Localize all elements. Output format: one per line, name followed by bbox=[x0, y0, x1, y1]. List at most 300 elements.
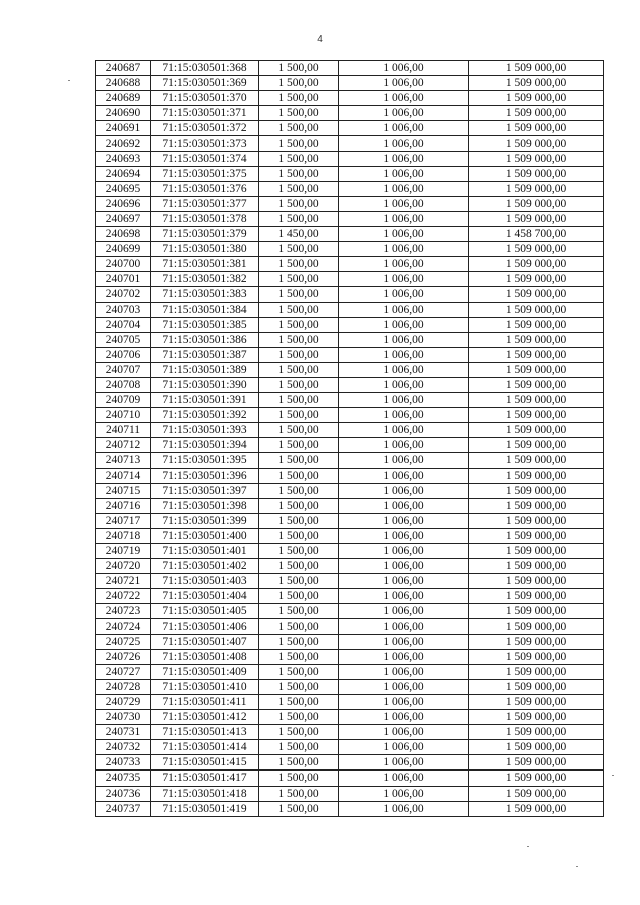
cadastral-number-cell: 71:15:030501:394 bbox=[151, 438, 259, 453]
table-body bbox=[96, 61, 604, 817]
rate-cell: 1 006,00 bbox=[339, 106, 469, 121]
cost-cell: 1 509 000,00 bbox=[469, 272, 604, 287]
table-row bbox=[96, 468, 604, 483]
area-cell: 1 500,00 bbox=[259, 483, 339, 498]
table-row bbox=[96, 725, 604, 740]
cost-cell: 1 509 000,00 bbox=[469, 151, 604, 166]
cadastral-number-cell: 71:15:030501:370 bbox=[151, 91, 259, 106]
cost-cell: 1 509 000,00 bbox=[469, 740, 604, 755]
cadastral-number-cell: 71:15:030501:372 bbox=[151, 121, 259, 136]
area-cell: 1 500,00 bbox=[259, 242, 339, 257]
table-row bbox=[96, 377, 604, 392]
rate-cell: 1 006,00 bbox=[339, 196, 469, 211]
table-row bbox=[96, 619, 604, 634]
area-cell: 1 500,00 bbox=[259, 740, 339, 755]
cost-cell: 1 509 000,00 bbox=[469, 287, 604, 302]
rate-cell: 1 006,00 bbox=[339, 786, 469, 801]
cost-cell: 1 509 000,00 bbox=[469, 468, 604, 483]
cost-cell: 1 509 000,00 bbox=[469, 332, 604, 347]
record-id-cell: 240691 bbox=[96, 121, 151, 136]
cadastral-number-cell: 71:15:030501:396 bbox=[151, 468, 259, 483]
area-cell: 1 500,00 bbox=[259, 257, 339, 272]
rate-cell: 1 006,00 bbox=[339, 362, 469, 377]
cost-cell: 1 509 000,00 bbox=[469, 786, 604, 801]
area-cell: 1 500,00 bbox=[259, 528, 339, 543]
cadastral-number-cell: 71:15:030501:384 bbox=[151, 302, 259, 317]
scan-speck bbox=[612, 775, 614, 776]
area-cell: 1 500,00 bbox=[259, 196, 339, 211]
area-cell: 1 500,00 bbox=[259, 438, 339, 453]
area-cell: 1 500,00 bbox=[259, 166, 339, 181]
cost-cell: 1 509 000,00 bbox=[469, 347, 604, 362]
cadastral-number-cell: 71:15:030501:376 bbox=[151, 181, 259, 196]
table-row bbox=[96, 211, 604, 226]
cadastral-number-cell: 71:15:030501:417 bbox=[151, 770, 259, 786]
area-cell: 1 500,00 bbox=[259, 347, 339, 362]
cadastral-number-cell: 71:15:030501:385 bbox=[151, 317, 259, 332]
rate-cell: 1 006,00 bbox=[339, 242, 469, 257]
record-id-cell: 240731 bbox=[96, 725, 151, 740]
record-id-cell: 240703 bbox=[96, 302, 151, 317]
cadastral-number-cell: 71:15:030501:395 bbox=[151, 453, 259, 468]
table-row bbox=[96, 801, 604, 816]
cadastral-number-cell: 71:15:030501:407 bbox=[151, 634, 259, 649]
record-id-cell: 240718 bbox=[96, 528, 151, 543]
area-cell: 1 500,00 bbox=[259, 151, 339, 166]
record-id-cell: 240687 bbox=[96, 61, 151, 76]
cadastral-number-cell: 71:15:030501:389 bbox=[151, 362, 259, 377]
cadastral-number-cell: 71:15:030501:374 bbox=[151, 151, 259, 166]
cadastral-number-cell: 71:15:030501:414 bbox=[151, 740, 259, 755]
cadastral-number-cell: 71:15:030501:368 bbox=[151, 61, 259, 76]
scan-speck bbox=[576, 866, 578, 867]
record-id-cell: 240689 bbox=[96, 91, 151, 106]
cadastral-number-cell: 71:15:030501:378 bbox=[151, 211, 259, 226]
rate-cell: 1 006,00 bbox=[339, 211, 469, 226]
cadastral-number-cell: 71:15:030501:386 bbox=[151, 332, 259, 347]
table-row bbox=[96, 287, 604, 302]
record-id-cell: 240728 bbox=[96, 679, 151, 694]
table-row bbox=[96, 664, 604, 679]
record-id-cell: 240706 bbox=[96, 347, 151, 362]
table-row bbox=[96, 423, 604, 438]
table-row bbox=[96, 136, 604, 151]
cadastral-number-cell: 71:15:030501:380 bbox=[151, 242, 259, 257]
area-cell: 1 500,00 bbox=[259, 362, 339, 377]
record-id-cell: 240708 bbox=[96, 377, 151, 392]
cost-cell: 1 509 000,00 bbox=[469, 91, 604, 106]
cost-cell: 1 509 000,00 bbox=[469, 664, 604, 679]
cost-cell: 1 509 000,00 bbox=[469, 694, 604, 709]
area-cell: 1 500,00 bbox=[259, 61, 339, 76]
cadastral-number-cell: 71:15:030501:418 bbox=[151, 786, 259, 801]
record-id-cell: 240722 bbox=[96, 589, 151, 604]
record-id-cell: 240697 bbox=[96, 211, 151, 226]
cadastral-number-cell: 71:15:030501:379 bbox=[151, 227, 259, 242]
cadastral-number-cell: 71:15:030501:398 bbox=[151, 498, 259, 513]
record-id-cell: 240690 bbox=[96, 106, 151, 121]
cost-cell: 1 458 700,00 bbox=[469, 227, 604, 242]
cost-cell: 1 509 000,00 bbox=[469, 679, 604, 694]
cost-cell: 1 509 000,00 bbox=[469, 181, 604, 196]
cadastral-number-cell: 71:15:030501:399 bbox=[151, 513, 259, 528]
table-row bbox=[96, 151, 604, 166]
area-cell: 1 500,00 bbox=[259, 679, 339, 694]
rate-cell: 1 006,00 bbox=[339, 694, 469, 709]
rate-cell: 1 006,00 bbox=[339, 710, 469, 725]
cadastral-number-cell: 71:15:030501:411 bbox=[151, 694, 259, 709]
cadastral-number-cell: 71:15:030501:408 bbox=[151, 649, 259, 664]
rate-cell: 1 006,00 bbox=[339, 528, 469, 543]
table-row bbox=[96, 498, 604, 513]
cadastral-number-cell: 71:15:030501:401 bbox=[151, 544, 259, 559]
record-id-cell: 240714 bbox=[96, 468, 151, 483]
rate-cell: 1 006,00 bbox=[339, 664, 469, 679]
rate-cell: 1 006,00 bbox=[339, 483, 469, 498]
record-id-cell: 240688 bbox=[96, 76, 151, 91]
table-row bbox=[96, 634, 604, 649]
record-id-cell: 240735 bbox=[96, 770, 151, 786]
cost-cell: 1 509 000,00 bbox=[469, 498, 604, 513]
cost-cell: 1 509 000,00 bbox=[469, 559, 604, 574]
record-id-cell: 240712 bbox=[96, 438, 151, 453]
area-cell: 1 500,00 bbox=[259, 604, 339, 619]
area-cell: 1 500,00 bbox=[259, 664, 339, 679]
cost-cell: 1 509 000,00 bbox=[469, 483, 604, 498]
area-cell: 1 500,00 bbox=[259, 574, 339, 589]
record-id-cell: 240717 bbox=[96, 513, 151, 528]
record-id-cell: 240702 bbox=[96, 287, 151, 302]
cadastral-number-cell: 71:15:030501:400 bbox=[151, 528, 259, 543]
cost-cell: 1 509 000,00 bbox=[469, 166, 604, 181]
rate-cell: 1 006,00 bbox=[339, 257, 469, 272]
cost-cell: 1 509 000,00 bbox=[469, 423, 604, 438]
scan-speck bbox=[527, 846, 529, 847]
table-row bbox=[96, 347, 604, 362]
cadastral-number-cell: 71:15:030501:369 bbox=[151, 76, 259, 91]
rate-cell: 1 006,00 bbox=[339, 453, 469, 468]
table-row bbox=[96, 786, 604, 801]
scan-speck bbox=[68, 80, 70, 81]
record-id-cell: 240724 bbox=[96, 619, 151, 634]
record-id-cell: 240720 bbox=[96, 559, 151, 574]
table-row bbox=[96, 755, 604, 771]
table-row bbox=[96, 589, 604, 604]
cadastral-number-cell: 71:15:030501:419 bbox=[151, 801, 259, 816]
table-row bbox=[96, 483, 604, 498]
area-cell: 1 500,00 bbox=[259, 649, 339, 664]
cost-cell: 1 509 000,00 bbox=[469, 211, 604, 226]
record-id-cell: 240726 bbox=[96, 649, 151, 664]
table-row bbox=[96, 196, 604, 211]
record-id-cell: 240705 bbox=[96, 332, 151, 347]
record-id-cell: 240713 bbox=[96, 453, 151, 468]
rate-cell: 1 006,00 bbox=[339, 649, 469, 664]
area-cell: 1 500,00 bbox=[259, 136, 339, 151]
table-row bbox=[96, 166, 604, 181]
table-row bbox=[96, 91, 604, 106]
table-row bbox=[96, 574, 604, 589]
area-cell: 1 500,00 bbox=[259, 453, 339, 468]
record-id-cell: 240721 bbox=[96, 574, 151, 589]
record-id-cell: 240700 bbox=[96, 257, 151, 272]
area-cell: 1 500,00 bbox=[259, 725, 339, 740]
record-id-cell: 240709 bbox=[96, 393, 151, 408]
cadastral-number-cell: 71:15:030501:413 bbox=[151, 725, 259, 740]
area-cell: 1 500,00 bbox=[259, 468, 339, 483]
rate-cell: 1 006,00 bbox=[339, 513, 469, 528]
cost-cell: 1 509 000,00 bbox=[469, 136, 604, 151]
cost-cell: 1 509 000,00 bbox=[469, 453, 604, 468]
record-id-cell: 240711 bbox=[96, 423, 151, 438]
record-id-cell: 240737 bbox=[96, 801, 151, 816]
table-row bbox=[96, 544, 604, 559]
rate-cell: 1 006,00 bbox=[339, 574, 469, 589]
cadastral-number-cell: 71:15:030501:405 bbox=[151, 604, 259, 619]
record-id-cell: 240733 bbox=[96, 755, 151, 771]
rate-cell: 1 006,00 bbox=[339, 393, 469, 408]
cadastral-number-cell: 71:15:030501:382 bbox=[151, 272, 259, 287]
area-cell: 1 500,00 bbox=[259, 106, 339, 121]
rate-cell: 1 006,00 bbox=[339, 181, 469, 196]
cadastral-number-cell: 71:15:030501:412 bbox=[151, 710, 259, 725]
rate-cell: 1 006,00 bbox=[339, 438, 469, 453]
record-id-cell: 240698 bbox=[96, 227, 151, 242]
cadastral-number-cell: 71:15:030501:392 bbox=[151, 408, 259, 423]
cadastral-number-cell: 71:15:030501:406 bbox=[151, 619, 259, 634]
record-id-cell: 240729 bbox=[96, 694, 151, 709]
cost-cell: 1 509 000,00 bbox=[469, 196, 604, 211]
table-row bbox=[96, 61, 604, 76]
table-row bbox=[96, 272, 604, 287]
cost-cell: 1 509 000,00 bbox=[469, 604, 604, 619]
cost-cell: 1 509 000,00 bbox=[469, 438, 604, 453]
area-cell: 1 500,00 bbox=[259, 755, 339, 771]
table-row bbox=[96, 559, 604, 574]
table-row bbox=[96, 438, 604, 453]
record-id-cell: 240715 bbox=[96, 483, 151, 498]
area-cell: 1 500,00 bbox=[259, 91, 339, 106]
page-number: 4 bbox=[317, 34, 323, 45]
cost-cell: 1 509 000,00 bbox=[469, 362, 604, 377]
cadastral-number-cell: 71:15:030501:381 bbox=[151, 257, 259, 272]
rate-cell: 1 006,00 bbox=[339, 498, 469, 513]
record-id-cell: 240693 bbox=[96, 151, 151, 166]
table-row bbox=[96, 770, 604, 786]
table-row bbox=[96, 362, 604, 377]
area-cell: 1 500,00 bbox=[259, 377, 339, 392]
rate-cell: 1 006,00 bbox=[339, 801, 469, 816]
rate-cell: 1 006,00 bbox=[339, 227, 469, 242]
area-cell: 1 500,00 bbox=[259, 121, 339, 136]
cadastral-number-cell: 71:15:030501:387 bbox=[151, 347, 259, 362]
cadastral-number-cell: 71:15:030501:402 bbox=[151, 559, 259, 574]
record-id-cell: 240707 bbox=[96, 362, 151, 377]
area-cell: 1 500,00 bbox=[259, 287, 339, 302]
area-cell: 1 500,00 bbox=[259, 513, 339, 528]
table-row bbox=[96, 76, 604, 91]
area-cell: 1 500,00 bbox=[259, 393, 339, 408]
rate-cell: 1 006,00 bbox=[339, 302, 469, 317]
rate-cell: 1 006,00 bbox=[339, 166, 469, 181]
cost-cell: 1 509 000,00 bbox=[469, 619, 604, 634]
table-row bbox=[96, 317, 604, 332]
area-cell: 1 500,00 bbox=[259, 710, 339, 725]
rate-cell: 1 006,00 bbox=[339, 755, 469, 771]
cost-cell: 1 509 000,00 bbox=[469, 61, 604, 76]
table-row bbox=[96, 604, 604, 619]
cost-cell: 1 509 000,00 bbox=[469, 377, 604, 392]
table-row bbox=[96, 408, 604, 423]
cadastral-number-cell: 71:15:030501:397 bbox=[151, 483, 259, 498]
area-cell: 1 500,00 bbox=[259, 408, 339, 423]
table-row bbox=[96, 513, 604, 528]
area-cell: 1 500,00 bbox=[259, 498, 339, 513]
cadastral-number-cell: 71:15:030501:415 bbox=[151, 755, 259, 771]
cadastral-number-cell: 71:15:030501:403 bbox=[151, 574, 259, 589]
cost-cell: 1 509 000,00 bbox=[469, 574, 604, 589]
table-row bbox=[96, 121, 604, 136]
cost-cell: 1 509 000,00 bbox=[469, 302, 604, 317]
rate-cell: 1 006,00 bbox=[339, 272, 469, 287]
area-cell: 1 500,00 bbox=[259, 634, 339, 649]
record-id-cell: 240704 bbox=[96, 317, 151, 332]
cadastral-number-cell: 71:15:030501:377 bbox=[151, 196, 259, 211]
record-id-cell: 240716 bbox=[96, 498, 151, 513]
record-id-cell: 240701 bbox=[96, 272, 151, 287]
cost-cell: 1 509 000,00 bbox=[469, 393, 604, 408]
cadastral-number-cell: 71:15:030501:409 bbox=[151, 664, 259, 679]
area-cell: 1 450,00 bbox=[259, 227, 339, 242]
record-id-cell: 240694 bbox=[96, 166, 151, 181]
record-id-cell: 240730 bbox=[96, 710, 151, 725]
record-id-cell: 240692 bbox=[96, 136, 151, 151]
rate-cell: 1 006,00 bbox=[339, 619, 469, 634]
rate-cell: 1 006,00 bbox=[339, 317, 469, 332]
rate-cell: 1 006,00 bbox=[339, 544, 469, 559]
cadastral-number-cell: 71:15:030501:371 bbox=[151, 106, 259, 121]
cost-cell: 1 509 000,00 bbox=[469, 317, 604, 332]
rate-cell: 1 006,00 bbox=[339, 604, 469, 619]
cost-cell: 1 509 000,00 bbox=[469, 513, 604, 528]
cadastral-number-cell: 71:15:030501:410 bbox=[151, 679, 259, 694]
rate-cell: 1 006,00 bbox=[339, 76, 469, 91]
cadastral-number-cell: 71:15:030501:393 bbox=[151, 423, 259, 438]
rate-cell: 1 006,00 bbox=[339, 347, 469, 362]
rate-cell: 1 006,00 bbox=[339, 589, 469, 604]
cost-cell: 1 509 000,00 bbox=[469, 755, 604, 771]
cadastral-table bbox=[95, 60, 604, 817]
cadastral-number-cell: 71:15:030501:373 bbox=[151, 136, 259, 151]
cost-cell: 1 509 000,00 bbox=[469, 242, 604, 257]
rate-cell: 1 006,00 bbox=[339, 634, 469, 649]
cost-cell: 1 509 000,00 bbox=[469, 106, 604, 121]
record-id-cell: 240696 bbox=[96, 196, 151, 211]
rate-cell: 1 006,00 bbox=[339, 151, 469, 166]
rate-cell: 1 006,00 bbox=[339, 287, 469, 302]
area-cell: 1 500,00 bbox=[259, 302, 339, 317]
table-row bbox=[96, 453, 604, 468]
rate-cell: 1 006,00 bbox=[339, 91, 469, 106]
cadastral-number-cell: 71:15:030501:390 bbox=[151, 377, 259, 392]
area-cell: 1 500,00 bbox=[259, 770, 339, 786]
table-row bbox=[96, 257, 604, 272]
rate-cell: 1 006,00 bbox=[339, 740, 469, 755]
area-cell: 1 500,00 bbox=[259, 211, 339, 226]
area-cell: 1 500,00 bbox=[259, 559, 339, 574]
table-row bbox=[96, 332, 604, 347]
rate-cell: 1 006,00 bbox=[339, 725, 469, 740]
area-cell: 1 500,00 bbox=[259, 272, 339, 287]
cost-cell: 1 509 000,00 bbox=[469, 649, 604, 664]
table-row bbox=[96, 740, 604, 755]
cost-cell: 1 509 000,00 bbox=[469, 76, 604, 91]
cadastral-number-cell: 71:15:030501:375 bbox=[151, 166, 259, 181]
area-cell: 1 500,00 bbox=[259, 619, 339, 634]
rate-cell: 1 006,00 bbox=[339, 136, 469, 151]
table-row bbox=[96, 694, 604, 709]
cost-cell: 1 509 000,00 bbox=[469, 801, 604, 816]
rate-cell: 1 006,00 bbox=[339, 679, 469, 694]
cost-cell: 1 509 000,00 bbox=[469, 528, 604, 543]
area-cell: 1 500,00 bbox=[259, 332, 339, 347]
table-row bbox=[96, 302, 604, 317]
record-id-cell: 240736 bbox=[96, 786, 151, 801]
cost-cell: 1 509 000,00 bbox=[469, 770, 604, 786]
cost-cell: 1 509 000,00 bbox=[469, 634, 604, 649]
table-row bbox=[96, 393, 604, 408]
table-row bbox=[96, 528, 604, 543]
record-id-cell: 240727 bbox=[96, 664, 151, 679]
area-cell: 1 500,00 bbox=[259, 786, 339, 801]
cadastral-number-cell: 71:15:030501:404 bbox=[151, 589, 259, 604]
cost-cell: 1 509 000,00 bbox=[469, 408, 604, 423]
area-cell: 1 500,00 bbox=[259, 76, 339, 91]
area-cell: 1 500,00 bbox=[259, 181, 339, 196]
cost-cell: 1 509 000,00 bbox=[469, 710, 604, 725]
rate-cell: 1 006,00 bbox=[339, 423, 469, 438]
table-row bbox=[96, 227, 604, 242]
rate-cell: 1 006,00 bbox=[339, 559, 469, 574]
area-cell: 1 500,00 bbox=[259, 589, 339, 604]
rate-cell: 1 006,00 bbox=[339, 332, 469, 347]
table-row bbox=[96, 710, 604, 725]
area-cell: 1 500,00 bbox=[259, 423, 339, 438]
rate-cell: 1 006,00 bbox=[339, 408, 469, 423]
table-row bbox=[96, 649, 604, 664]
cost-cell: 1 509 000,00 bbox=[469, 121, 604, 136]
table-row bbox=[96, 242, 604, 257]
rate-cell: 1 006,00 bbox=[339, 770, 469, 786]
record-id-cell: 240732 bbox=[96, 740, 151, 755]
table-row bbox=[96, 181, 604, 196]
record-id-cell: 240695 bbox=[96, 181, 151, 196]
record-id-cell: 240725 bbox=[96, 634, 151, 649]
cost-cell: 1 509 000,00 bbox=[469, 589, 604, 604]
rate-cell: 1 006,00 bbox=[339, 468, 469, 483]
cadastral-number-cell: 71:15:030501:383 bbox=[151, 287, 259, 302]
rate-cell: 1 006,00 bbox=[339, 377, 469, 392]
table-row bbox=[96, 106, 604, 121]
cost-cell: 1 509 000,00 bbox=[469, 725, 604, 740]
record-id-cell: 240723 bbox=[96, 604, 151, 619]
cost-cell: 1 509 000,00 bbox=[469, 544, 604, 559]
rate-cell: 1 006,00 bbox=[339, 61, 469, 76]
area-cell: 1 500,00 bbox=[259, 544, 339, 559]
area-cell: 1 500,00 bbox=[259, 317, 339, 332]
area-cell: 1 500,00 bbox=[259, 801, 339, 816]
cost-cell: 1 509 000,00 bbox=[469, 257, 604, 272]
